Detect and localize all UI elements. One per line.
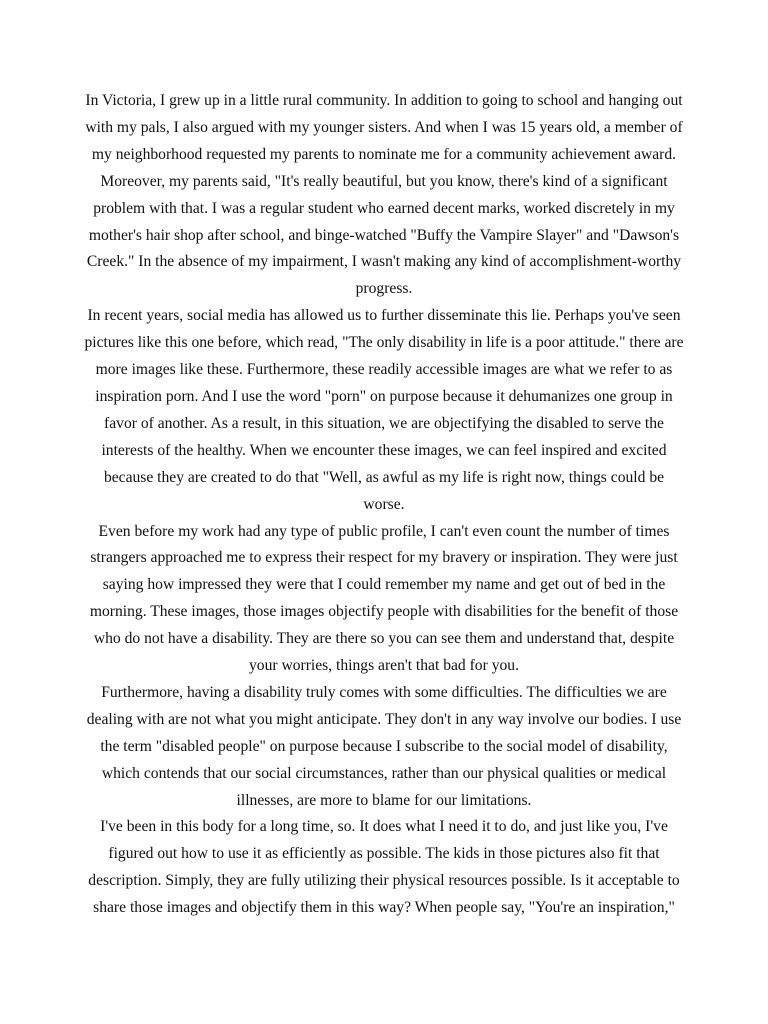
paragraph-3: In recent years, social media has allowed us to further disseminate this lie. Perhaps you've seen pictures like this one before, which read, "The only disability in life is a poor attitude." there are more images like these. Furthermore, these readily accessible images are what we refer to as inspiration porn. And I use the word "porn" on purpose because it dehumanizes one group in favor of another. As a result, in this situation, we are objectifying the disabled to serve the interests of the healthy. When we encounter these images, we can feel inspired and excited because they are created to do that "Well, as awful as my life is right now, things could be worse.	[84, 307, 684, 513]
document-body	[84, 88, 684, 922]
paragraph-2: Moreover, my parents said, "It's really beautiful, but you know, there's kind of a significant problem with that. I was a regular student who earned decent marks, worked discretely in my mother's hair shop after school, and binge-watched "Buffy the Vampire Slayer" and "Dawson's Creek." In the absence of my impairment, I wasn't making any kind of accomplishment-worthy progress.	[86, 172, 682, 298]
paragraph-5: Furthermore, having a disability truly comes with some difficulties. The difficulties we are dealing with are not what you might anticipate. They don't in any way involve our bodies. I use the term "disabled people" on purpose because I subscribe to the social model of disability, which contends that our social circumstances, rather than our physical qualities or medical illnesses, are more to blame for our limitations.	[86, 683, 682, 809]
paragraph-1: In Victoria, I grew up in a little rural community. In addition to going to school and hanging out with my pals, I also argued with my younger sisters. And when I was 15 years old, a member of my neighborhood requested my parents to nominate me for a community achievement award.	[85, 92, 683, 163]
paragraph-6: I've been in this body for a long time, so. It does what I need it to do, and just like you, I've figured out how to use it as efficiently as possible. The kids in those pictures also fit that description. Simply, they are fully utilizing their physical resources possible. Is it acceptable to share those images and objectify them in this way? When people say, "You're an inspiration,"	[88, 818, 680, 917]
paragraph-4: Even before my work had any type of public profile, I can't even count the number of times strangers approached me to express their respect for my bravery or inspiration. They were just saying how impressed they were that I could remember my name and get out of bed in the morning. These images, those images objectify people with disabilities for the benefit of those who do not have a disability. They are there so you can see them and understand that, despite your worries, things aren't that bad for you.	[89, 522, 679, 675]
